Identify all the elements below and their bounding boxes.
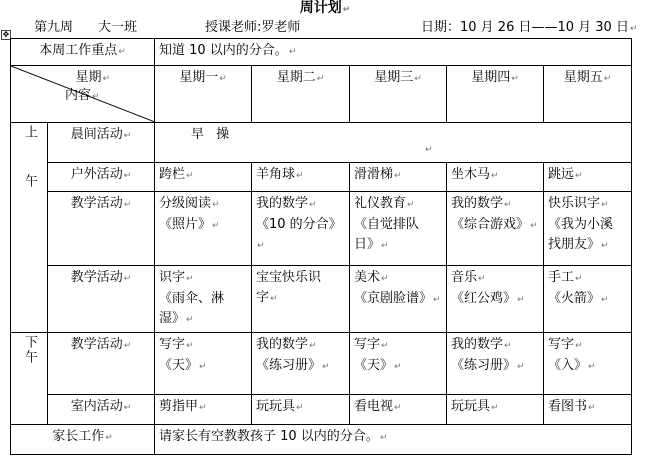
outdoor-tue: 羊角球↵ — [252, 162, 350, 191]
teaching-am1-mon: 分级阅读↵ 《照片》↵ — [155, 192, 252, 266]
focus-value: 知道 10 以内的分合。↵ — [155, 39, 632, 66]
day-header-mon: 星期一↵ — [155, 66, 252, 122]
indoor-thu: 玩玩具↵ — [447, 394, 544, 424]
teaching-pm-thu: 我的数学↵ 《练习册》↵ — [447, 333, 544, 394]
afternoon-label: 下午 — [11, 333, 48, 425]
day-header-thu: 星期四↵ — [447, 66, 544, 122]
teaching-pm-tue: 我的数学↵ 《练习册》↵ — [252, 333, 350, 394]
teaching-am2-wed: 美术↵ 《京剧脸谱》↵ — [350, 265, 447, 332]
teaching-am1-wed: 礼仪教育↵ 《自觉排队 日》↵ — [350, 192, 447, 266]
teaching-pm-row — [11, 333, 632, 394]
date-range: 日期：10 月 26 日——10 月 30 日↵ — [421, 20, 638, 35]
corner-label-content: 内容↵ — [65, 88, 100, 104]
teaching-am2-fri: 手工↵ 《火箭》↵ — [544, 265, 632, 332]
teaching-am2-thu: 音乐↵ 《红公鸡》↵ — [447, 265, 544, 332]
table-move-handle-icon[interactable]: ✥ — [2, 30, 10, 39]
teacher-name: 授课老师:罗老师 — [205, 20, 301, 35]
morning-label: 上午 — [11, 122, 48, 332]
parents-label: 家长工作↵ — [11, 424, 155, 454]
outdoor-label: 户外活动↵ — [48, 162, 155, 191]
indoor-fri: 看图书↵ — [544, 394, 632, 424]
header-corner-cell — [11, 66, 155, 122]
teaching-am1-tue: 我的数学↵ 《10 的分合》↵ — [252, 192, 350, 266]
outdoor-fri: 跳远↵ — [544, 162, 632, 191]
morning-activity-row — [11, 122, 632, 162]
indoor-mon: 剪指甲↵ — [155, 394, 252, 424]
teaching-pm-mon: 写字↵ 《天》↵ — [155, 333, 252, 394]
teaching-pm-label: 教学活动↵ — [48, 333, 155, 394]
focus-label: 本周工作重点↵ — [11, 39, 155, 66]
morning-activity-label: 晨间活动↵ — [48, 122, 155, 162]
day-header-tue: 星期二↵ — [252, 66, 350, 122]
outdoor-thu: 坐木马↵ — [447, 162, 544, 191]
day-header-row — [11, 66, 632, 122]
teaching-am2-label: 教学活动↵ — [48, 265, 155, 332]
page-title: 周计划↵ — [299, 0, 351, 16]
morning-activity-value: 早 操 — [155, 122, 632, 162]
indoor-label: 室内活动↵ — [48, 394, 155, 424]
teaching-pm-wed: 写字↵ 《天》↵ — [350, 333, 447, 394]
teaching-am-row-2 — [11, 265, 632, 332]
week-number: 第九周 — [34, 20, 74, 35]
class-name: 大一班 — [98, 20, 138, 35]
day-header-fri: 星期五↵ — [544, 66, 632, 122]
teaching-am1-fri: 快乐识字↵ 《我为小溪 找朋友》↵ — [544, 192, 632, 266]
teaching-am1-thu: 我的数学↵ 《综合游戏》↵ — [447, 192, 544, 266]
corner-label-weekday: 星期↵ — [75, 70, 110, 86]
parents-value: 请家长有空教教孩子 10 以内的分合。↵ — [155, 424, 632, 454]
day-header-wed: 星期三↵ — [350, 66, 447, 122]
focus-row — [11, 39, 632, 66]
teaching-am1-label: 教学活动↵ — [48, 192, 155, 266]
week-plan-table — [10, 38, 632, 455]
indoor-wed: 看电视↵ — [350, 394, 447, 424]
teaching-am-row-1 — [11, 192, 632, 266]
outdoor-mon: 跨栏↵ — [155, 162, 252, 191]
parents-row — [11, 424, 632, 454]
teaching-am2-tue: 宝宝快乐识 字↵ — [252, 265, 350, 332]
indoor-tue: 玩玩具↵ — [252, 394, 350, 424]
outdoor-row — [11, 162, 632, 191]
teaching-pm-fri: 写字↵ 《入》↵ — [544, 333, 632, 394]
outdoor-wed: 滑滑梯↵ — [350, 162, 447, 191]
teaching-am2-mon: 识字↵ 《雨伞、淋 湿》↵ — [155, 265, 252, 332]
indoor-row — [11, 394, 632, 424]
stray-paragraph-mark: ↵ — [425, 145, 433, 155]
